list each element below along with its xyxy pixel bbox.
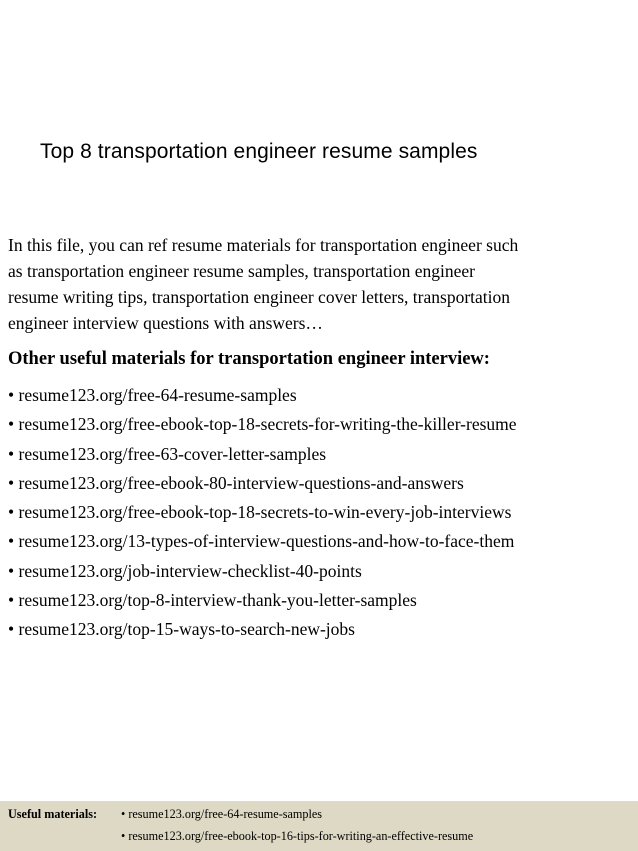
resource-link[interactable]: resume123.org/job-interview-checklist-40-points bbox=[18, 560, 362, 581]
intro-line: engineer interview questions with answers… bbox=[8, 313, 323, 333]
footer-label: Useful materials: bbox=[8, 807, 98, 821]
list-item bbox=[8, 469, 517, 498]
resource-link[interactable]: resume123.org/free-64-resume-samples bbox=[18, 385, 297, 405]
footer-link[interactable]: resume123.org/free-ebook-top-16-tips-for-writing-an-effective-resume bbox=[128, 829, 474, 843]
list-item bbox=[8, 381, 517, 410]
intro-line: In this file, you can ref resume materials for transportation engineer such bbox=[8, 235, 519, 255]
bullet: • bbox=[8, 472, 15, 493]
bullet: • bbox=[8, 502, 15, 523]
bullet: • bbox=[8, 531, 15, 552]
bullet: • bbox=[121, 807, 126, 821]
resource-link[interactable]: resume123.org/top-15-ways-to-search-new-jobs bbox=[18, 619, 355, 640]
bullet: • bbox=[121, 829, 126, 843]
footer-label-text: Useful materials bbox=[8, 807, 93, 821]
bullet: • bbox=[8, 414, 15, 435]
list-item bbox=[8, 440, 517, 469]
list-item bbox=[8, 615, 517, 644]
footer-link[interactable]: resume123.org/free-64-resume-samples bbox=[128, 807, 323, 821]
footer-link-row bbox=[121, 829, 473, 844]
intro-line: resume writing tips, transportation engineer cover letters, transportation bbox=[8, 287, 511, 307]
list-item bbox=[8, 410, 517, 439]
resource-link[interactable]: resume123.org/free-ebook-top-18-secrets-to-win-every-job-interviews bbox=[18, 502, 512, 523]
resource-link[interactable]: resume123.org/free-ebook-top-18-secrets-for-writing-the-killer-resume bbox=[18, 414, 517, 435]
materials-heading: Other useful materials for transportation engineer interview: bbox=[8, 349, 490, 369]
bullet: • bbox=[8, 385, 15, 405]
list-item bbox=[8, 498, 517, 527]
list-item bbox=[8, 586, 517, 615]
resource-link[interactable]: resume123.org/free-63-cover-letter-samples bbox=[18, 443, 327, 464]
resource-link[interactable]: resume123.org/top-8-interview-thank-you-letter-samples bbox=[18, 590, 417, 611]
bullet: • bbox=[8, 590, 15, 611]
footer-bar bbox=[0, 801, 638, 851]
materials-link-list bbox=[8, 381, 517, 645]
resource-link[interactable]: resume123.org/13-types-of-interview-questions-and-how-to-face-them bbox=[18, 531, 515, 552]
list-item bbox=[8, 527, 517, 556]
bullet: • bbox=[8, 443, 15, 464]
resource-link[interactable]: resume123.org/free-ebook-80-interview-questions-and-answers bbox=[18, 472, 464, 493]
list-item bbox=[8, 557, 517, 586]
bullet: • bbox=[8, 619, 15, 640]
page-title: Top 8 transportation engineer resume samples bbox=[40, 140, 478, 163]
intro-paragraph bbox=[8, 232, 634, 336]
footer-link-row bbox=[121, 807, 322, 822]
bullet: • bbox=[8, 560, 15, 581]
intro-line: as transportation engineer resume samples, transportation engineer bbox=[8, 261, 475, 281]
